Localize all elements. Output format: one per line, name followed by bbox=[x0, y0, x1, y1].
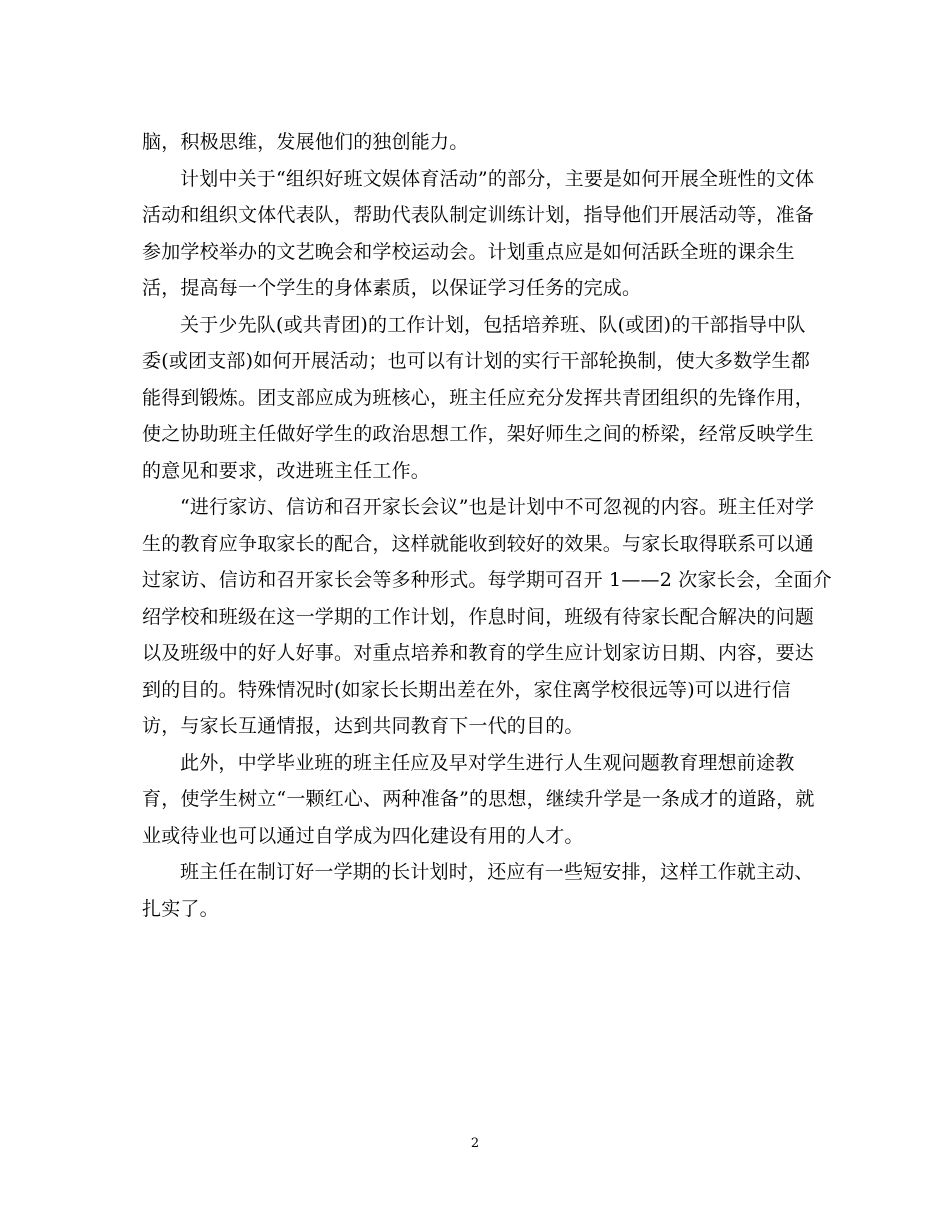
text-line: 能得到锻炼。团支部应成为班核心，班主任应充分发挥共青团组织的先锋作用， bbox=[142, 386, 815, 409]
text-line: 脑，积极思维，发展他们的独创能力。 bbox=[142, 131, 469, 153]
text-line: 绍学校和班级在这一学期的工作计划，作息时间，班级有待家长配合解决的问题 bbox=[142, 605, 815, 628]
paragraph bbox=[142, 489, 832, 745]
text-line: 委(或团支部)如何开展活动；也可以有计划的实行干部轮换制，使大多数学生都 bbox=[142, 350, 811, 372]
text-line: 育，使学生树立“一颗红心、两种准备”的思想，继续升学是一条成才的道路，就 bbox=[142, 788, 815, 810]
text-line: 活动和组织文体代表队，帮助代表队制定训练计划，指导他们开展活动等，准备 bbox=[142, 204, 815, 226]
paragraph bbox=[142, 307, 815, 490]
text-line: 的意见和要求，改进班主任工作。 bbox=[142, 459, 431, 482]
text-line: 此外，中学毕业班的班主任应及早对学生进行人生观问题教育理想前途教 bbox=[180, 751, 795, 774]
paragraph bbox=[142, 124, 802, 161]
text-line: 计划中关于“组织好班文娱体育活动”的部分，主要是如何开展全班性的文体 bbox=[180, 167, 815, 190]
paragraph bbox=[142, 745, 815, 855]
text-line: 关于少先队(或共青团)的工作计划，包括培养班、队(或团)的干部指导中队 bbox=[180, 313, 806, 336]
text-line: 参加学校举办的文艺晚会和学校运动会。计划重点应是如何活跃全班的课余生 bbox=[142, 240, 795, 263]
text-line: 使之协助班主任做好学生的政治思想工作，架好师生之间的桥梁，经常反映学生 bbox=[142, 423, 815, 445]
text-line: 扎实了。 bbox=[142, 897, 219, 920]
text-line: “进行家访、信访和召开家长会议”也是计划中不可忽视的内容。班主任对学 bbox=[180, 496, 815, 518]
text-line: 活，提高每一个学生的身体素质，以保证学习任务的完成。 bbox=[142, 277, 642, 299]
document-body bbox=[142, 124, 832, 927]
text-line: 以及班级中的好人好事。对重点培养和教育的学生应计划家访日期、内容，要达 bbox=[142, 642, 815, 664]
text-line: 班主任在制订好一学期的长计划时，还应有一些短安排，这样工作就主动、 bbox=[180, 861, 814, 883]
text-line: 生的教育应争取家长的配合，这样就能收到较好的效果。与家长取得联系可以通 bbox=[142, 532, 815, 555]
text-line: 到的目的。特殊情况时(如家长长期出差在外，家住离学校很远等)可以进行信 bbox=[142, 678, 791, 701]
text-line: 过家访、信访和召开家长会等多种形式。每学期可召开 1——2 次家长会，全面介 bbox=[142, 569, 832, 591]
paragraph bbox=[142, 854, 814, 927]
text-line: 业或待业也可以通过自学成为四化建设有用的人才。 bbox=[142, 824, 584, 847]
page-number: 2 bbox=[470, 1136, 480, 1151]
text-line: 访，与家长互通情报，达到共同教育下一代的目的。 bbox=[142, 715, 584, 737]
paragraph bbox=[142, 161, 815, 307]
